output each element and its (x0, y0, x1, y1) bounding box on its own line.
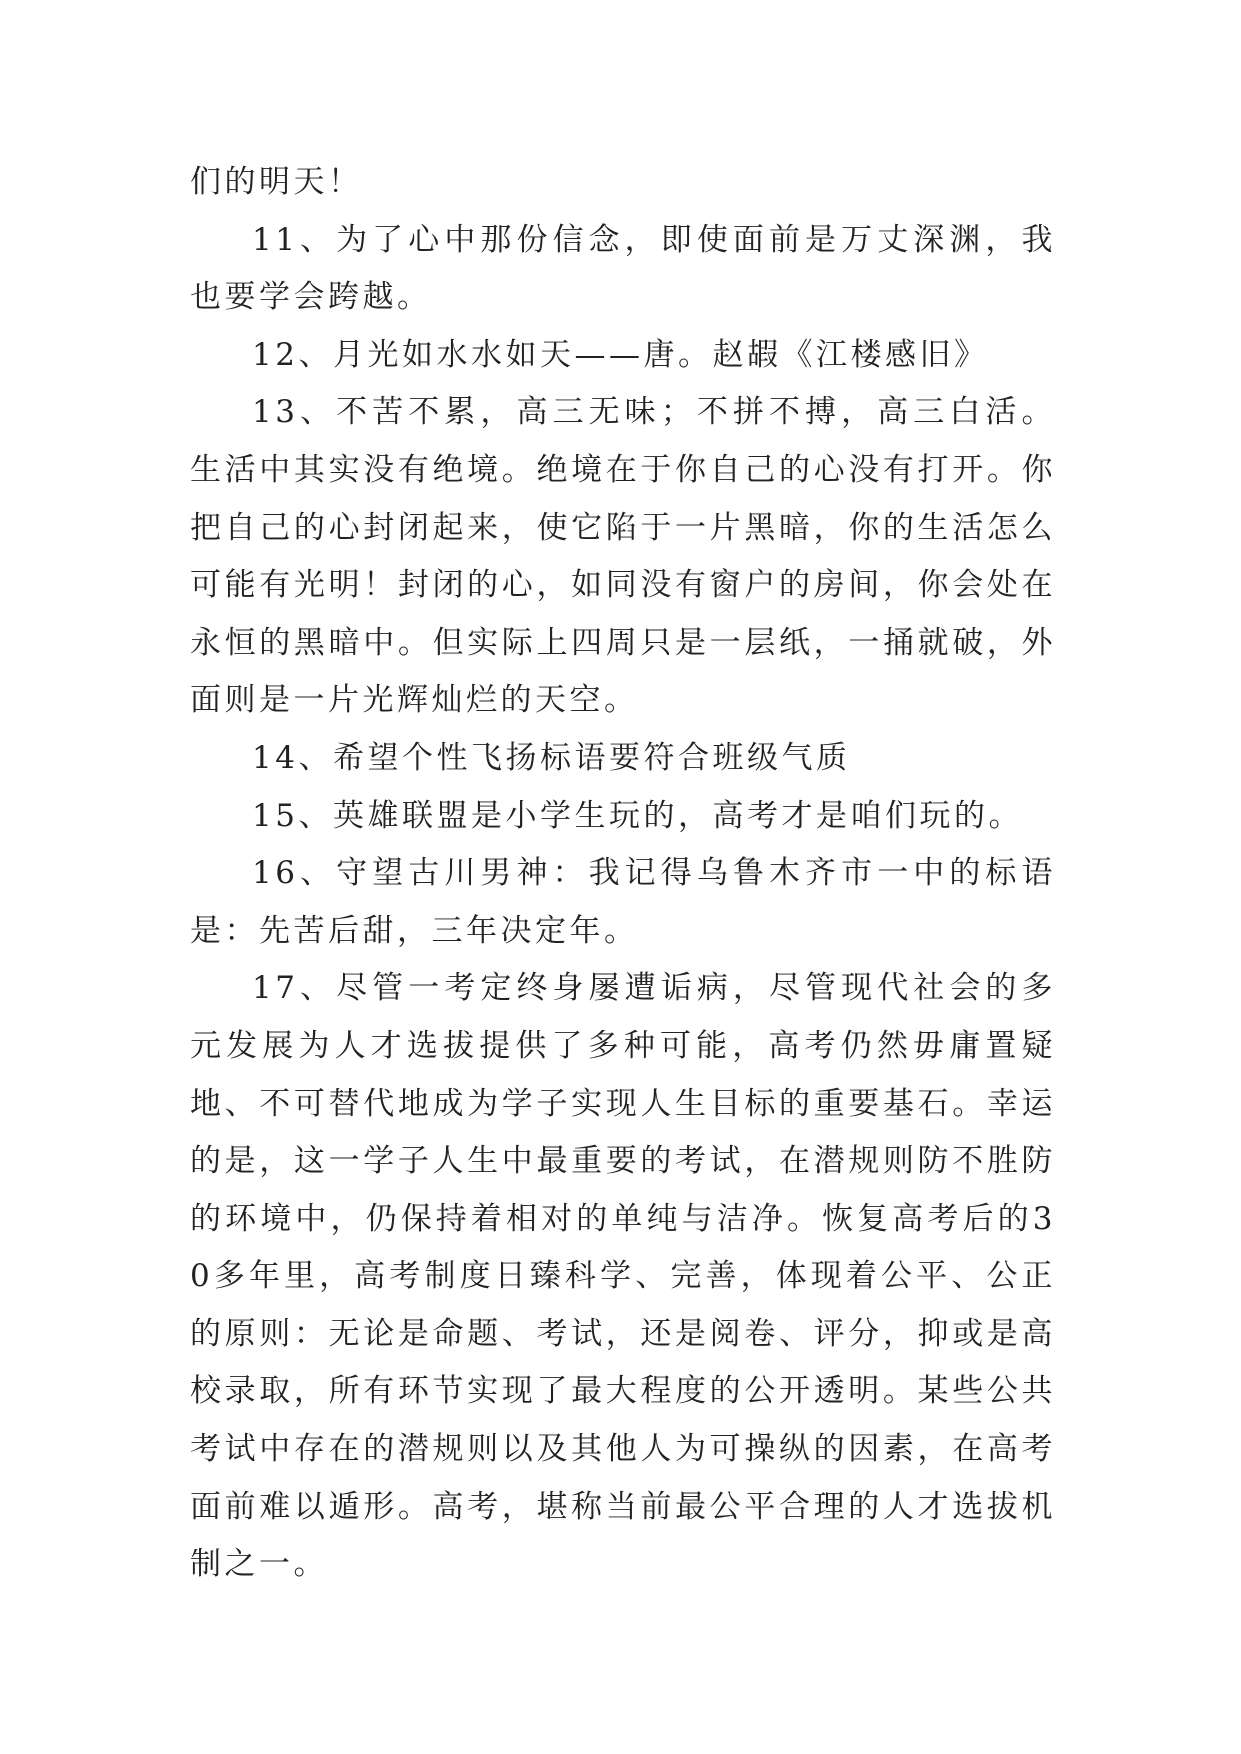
paragraph-item-16: 16、守望古川男神：我记得乌鲁木齐市一中的标语是：先苦后甜，三年决定年。 (190, 855, 1056, 949)
document-body (190, 154, 1056, 1594)
paragraph-item-17: 17、尽管一考定终身屡遭诟病，尽管现代社会的多元发展为人才选拔提供了多种可能，高考仍然毋庸置疑地、不可替代地成为学子实现人生目标的重要基石。幸运的是，这一学子人生中最重要的考试，在潜规则防不胜防的环境中，仍保持着相对的单纯与洁净。恢复高考后的30多年里，高考制度日臻科学、完善，体现着公平、公正的原则：无论是命题、考试，还是阅卷、评分，抑或是高校录取，所有环节实现了最大程度的公开透明。某些公共考试中存在的潜规则以及其他人为可操纵的因素，在高考面前难以遁形。高考，堪称当前最公平合理的人才选拔机制之一。 (190, 970, 1056, 1583)
paragraph-item-15: 15、英雄联盟是小学生玩的，高考才是咱们玩的。 (252, 797, 1023, 834)
paragraph-item-14: 14、希望个性飞扬标语要符合班级气质 (252, 739, 851, 776)
paragraph-continuation: 们的明天！ (190, 164, 363, 200)
paragraph-item-12: 12、月光如水水如天——唐。赵嘏《江楼感旧》 (252, 336, 989, 373)
paragraph-item-11: 11、为了心中那份信念，即使面前是万丈深渊，我也要学会跨越。 (190, 221, 1056, 316)
paragraph-item-13: 13、不苦不累，高三无味；不拼不搏，高三白活。生活中其实没有绝境。绝境在于你自己的心没有打开。你把自己的心封闭起来，使它陷于一片黑暗，你的生活怎么可能有光明！封闭的心，如同没有窗户的房间，你会处在永恒的黑暗中。但实际上四周只是一层纸，一捅就破，外面则是一片光辉灿烂的天空。 (190, 394, 1056, 719)
